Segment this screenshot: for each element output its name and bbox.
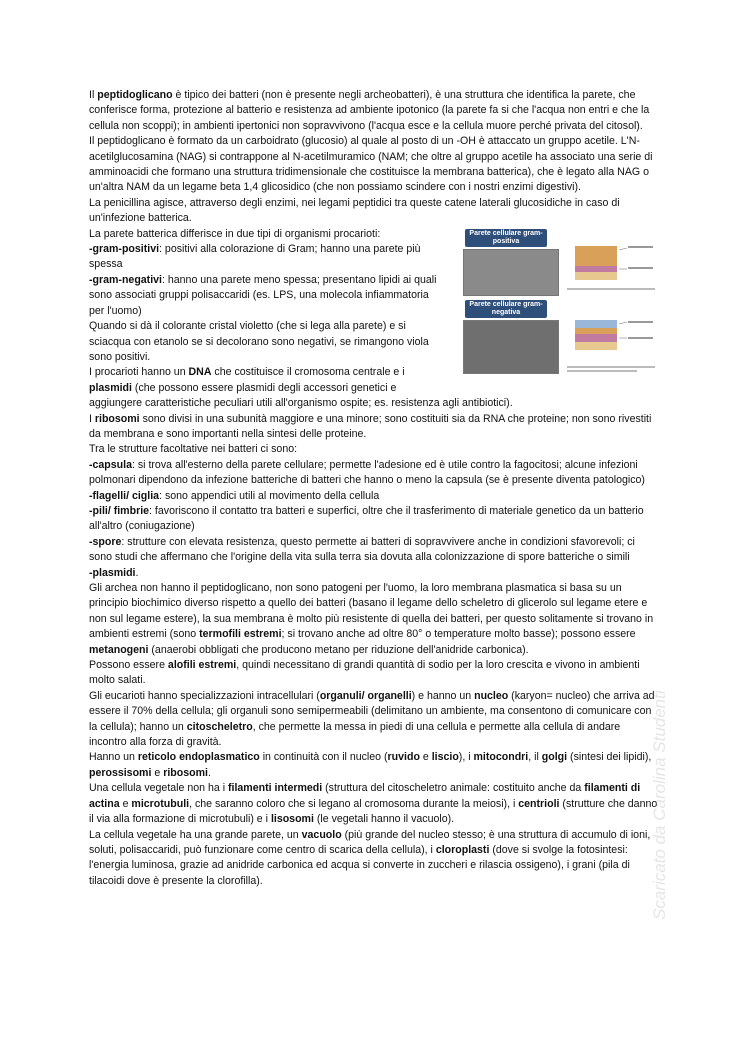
paragraph-ribosomi: I ribosomi sono divisi in una subunità maggiore e una minore; sono costituiti sia da RNA che proteine; non sono rivestiti da membrana e sono importanti nella sintesi delle proteine. xyxy=(89,412,652,440)
paragraph-archea: Gli archea non hanno il peptidoglicano, non sono patogeni per l'uomo, la loro membrana plasmatica si basa su un principio biochimico diverso rispetto a quello dei batteri (basano il legame dello scheletro di glicerolo sul legame etere e non sul legame estere), la sua membrana è molto più resistente di quella dei batteri, per questo solitamente si trovano in ambienti estremi (sono termofili estremi; si trovano anche ad oltre 80° o temperature molto basse); possono essere metanogeni (anaerobi obbligati che producono metano per riduzione dell'anidride carbonica). xyxy=(89,582,654,656)
document-body xyxy=(89,88,659,889)
gram-negative-diagram xyxy=(567,306,657,378)
gram-negative-label: Parete cellulare gram-negativa xyxy=(465,300,547,318)
paragraph-gram-negativi: -gram-negativi: hanno una parete meno spessa; presentano lipidi ai quali sono associati gruppi polisaccaridi (es. LPS, una molecola infiammatoria per l'uomo) xyxy=(89,273,437,317)
paragraph-flagelli: -flagelli/ ciglia: sono appendici utili al movimento della cellula xyxy=(89,489,380,502)
paragraph-penicillina: La penicillina agisce, attraverso degli enzimi, nei legami peptidici tra queste catene laterali glucosidiche in caso di un'infezione batterica. xyxy=(89,196,620,225)
paragraph-cellula-vegetale: Una cellula vegetale non ha i filamenti intermedi (struttura del citoscheletro animale: costituito anche da filamenti di actina e microtubuli, che saranno coloro che si legano al cromosoma durante la meiosi), i centrioli (strutture che danno il via alla formazione di microtubuli) e i lisosomi (le vegetali hanno il vacuolo). xyxy=(89,782,658,826)
gram-positive-diagram xyxy=(567,236,657,298)
paragraph-spore: -spore: strutture con elevata resistenza, questo permette ai batteri di sopravvivere anche in condizioni sfavorevoli; ci sono studi che affermano che l'origine della vita sulla terra sia dovuta alla colonizzazione di spore batteriche o simili xyxy=(89,535,635,564)
paragraph-vacuolo-cloroplasti: La cellula vegetale ha una grande parete, un vacuolo (più grande del nucleo stesso; è una struttura di accumulo di ioni, soluti, polisaccaridi, può funzionare come centro di scarica della cellula), i cloroplasti (dove si svolge la fotosintesi: l'energia luminosa, grazie ad anidride carbonica ed acqua si converte in zuccheri e rilascia ossigeno), i grani (pila di tilacoidi dove è presente la clorofilla). xyxy=(89,828,651,887)
watermark: Scaricato da Carolina Studenti xyxy=(650,690,669,920)
paragraph-peptidoglicano: Il peptidoglicano è tipico dei batteri (non è presente negli archeobatteri), è una struttura che identifica la parete, che conferisce forma, protezione al batterio e resistenza ad ambiente ipotonico (la parete fa si che l'acqua non entri e che la cellula non scoppi); in ambienti ipertonici non sopravvivono (l'acqua esce e la cellula muore perché privata del citosol). xyxy=(89,89,650,132)
paragraph-parete-tipi: La parete batterica differisce in due tipi di organismi procarioti: xyxy=(89,227,381,240)
paragraph-alofili: Possono essere alofili estremi, quindi necessitano di grandi quantità di sodio per la loro crescita e vivono in ambienti molto salati. xyxy=(89,659,640,687)
paragraph-pili: -pili/ fimbrie: favoriscono il contatto tra batteri e superfici, oltre che il trasferimento di materiale genetico da un batterio all'altro (coniugazione) xyxy=(89,504,644,533)
paragraph-capsula: -capsula: si trova all'esterno della parete cellulare; permette l'adesione ed è utile contro la fagocitosi; alcune infezioni polmonari dipendono da infezione batteriche di batteri che hanno o meno la capsula (se è presente diventa patologico) xyxy=(89,458,645,487)
paragraph-eucarioti: Gli eucarioti hanno specializzazioni intracellulari (organuli/ organelli) e hanno un nucleo (karyon= nucleo) che arriva ad essere il 70% della cellula; gli organuli sono semipermeabili (delimitano un ambiente, ma consentono di comunicare con la cellula); hanno un citoscheletro, che permette la messa in piedi di una cellula e permette alla cellula di andare incontro alla forza di gravità. xyxy=(89,689,655,749)
paragraph-gram-positivi: -gram-positivi: positivi alla colorazione di Gram; hanno una parete più spessa xyxy=(89,243,421,271)
gram-positive-label: Parete cellulare gram-positiva xyxy=(465,229,547,247)
gram-positive-micrograph xyxy=(463,249,559,296)
paragraph-plasmidi: -plasmidi. xyxy=(89,566,139,579)
gram-negative-micrograph xyxy=(463,320,559,374)
paragraph-dna-plasmidi: I procarioti hanno un DNA che costituisce il cromosoma centrale e i plasmidi (che possono essere plasmidi degli accessori genetici e aggiungere caratteristiche peculiari utili all'organismo ospite; es. resistenza agli antibiotici). xyxy=(89,366,513,410)
paragraph-cristal-violetto: Quando si dà il colorante cristal violetto (che si lega alla parete) e si sciacqua con etanolo se si decolorano sono negativi, se rimangono viola sono positivi. xyxy=(89,320,429,363)
paragraph-organelli: Hanno un reticolo endoplasmatico in continuità con il nucleo (ruvido e liscio), i mitocondri, il golgi (sintesi dei lipidi), perossisomi e ribosomi. xyxy=(89,751,652,779)
cell-wall-figure xyxy=(457,228,659,386)
paragraph-peptidoglicano-struttura: Il peptidoglicano è formato da un carboidrato (glucosio) al quale al posto di un -OH è attaccato un gruppo acetile. L'N-acetilglucosamina (NAG) si contrappone al N-acetilmuramico (NAM; che oltre al gruppo acetile ha associato una serie di amminoacidi che formano una struttura tridimensionale che costituisce la membrana batterica), che è legato alla NAG o un'altra NAM da un legame beta 1,4 glicosidico (che non possiamo scindere con i nostri enzimi digestivi). xyxy=(89,135,653,194)
paragraph-strutture-facoltative: Tra le strutture facoltative nei batteri ci sono: xyxy=(89,443,298,456)
